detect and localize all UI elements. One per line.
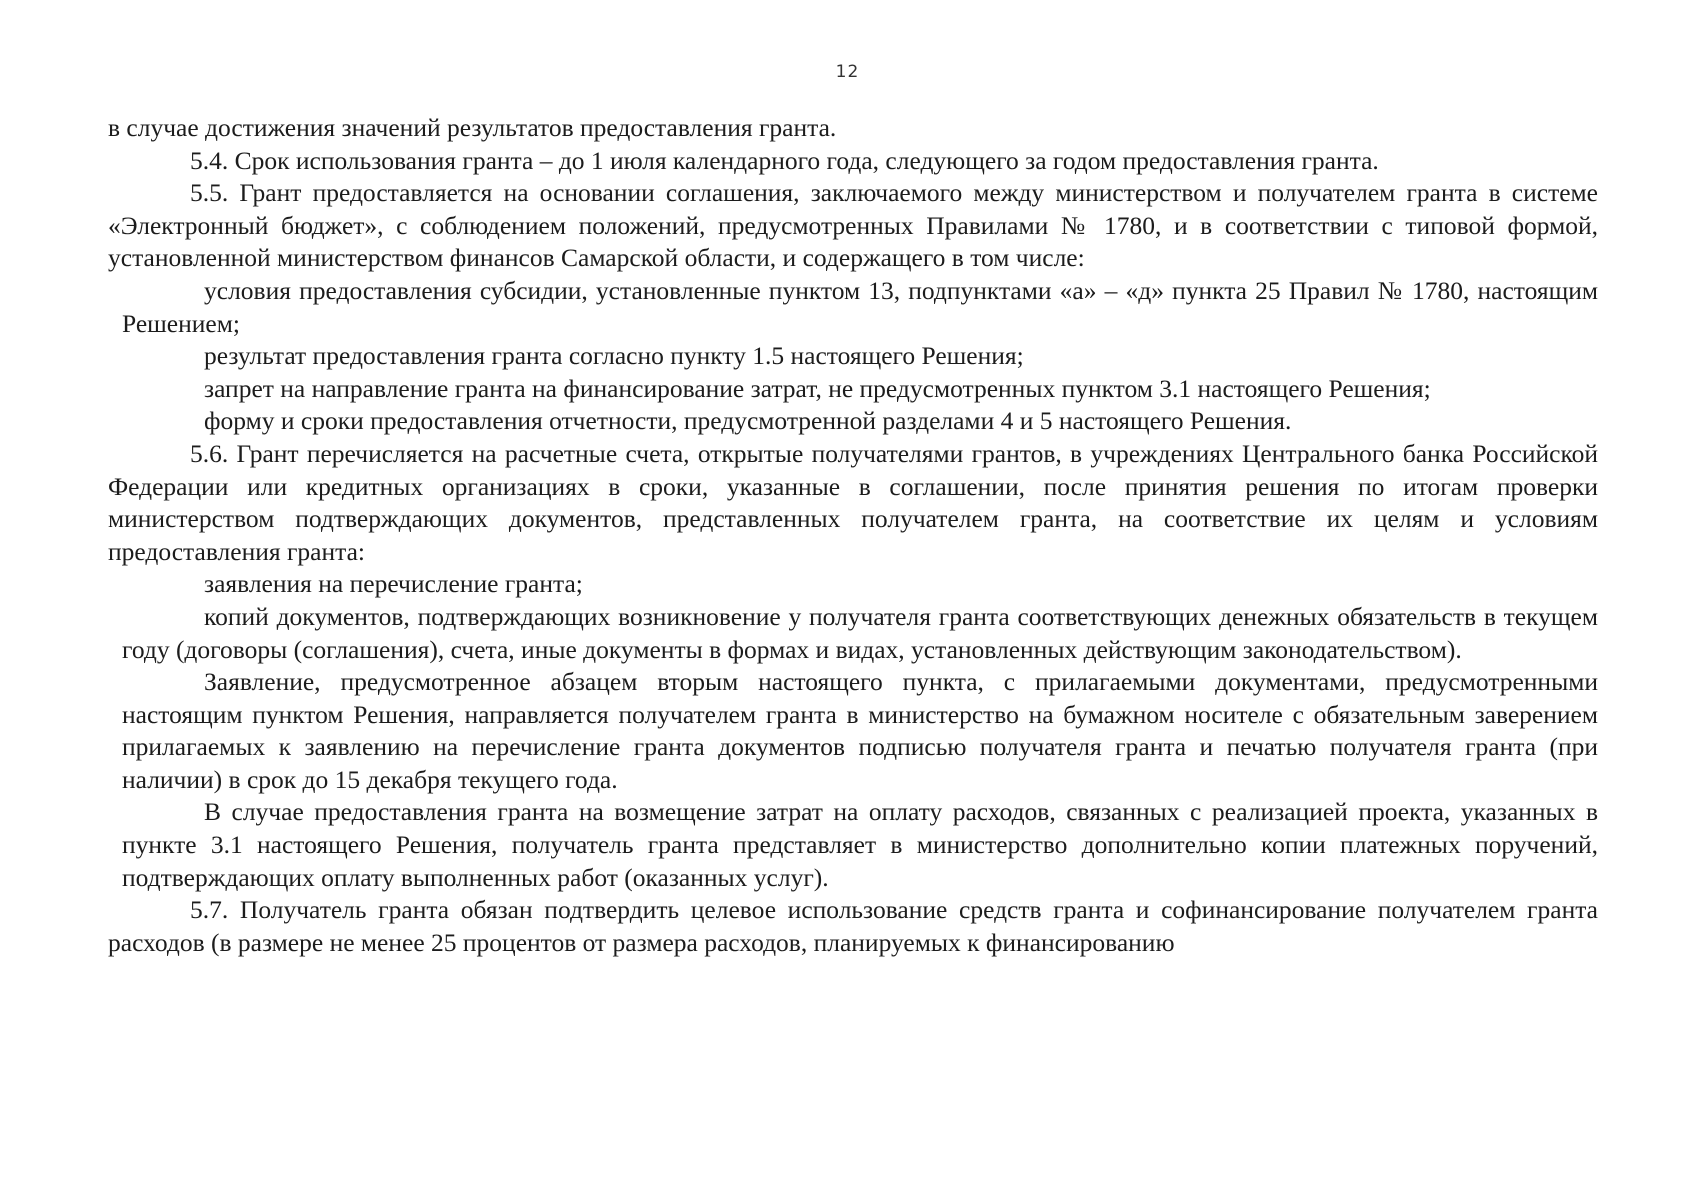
paragraph-continuation: в случае достижения значений результатов предоставления гранта.: [108, 113, 837, 142]
list-item-application: заявления на перечисление гранта;: [204, 569, 583, 599]
list-item-document-copies: копий документов, подтверждающих возникновение у получателя гранта соответствующих денежных обязательств в текущем году (договоры (соглашения), счета, иные документы в формах и видах, установленных действующим законодательством).: [122, 601, 1598, 664]
paragraph-5-4: 5.4. Срок использования гранта – до 1 июля календарного года, следующего за годом предоставления гранта.: [190, 145, 1379, 175]
document-body: [108, 112, 1598, 959]
paragraph-5-7: 5.7. Получатель гранта обязан подтвердить целевое использование средств гранта и софинансирование получателем гранта расходов (в размере не менее 25 процентов от размера расходов, планируемых к финансированию: [108, 895, 1598, 957]
paragraph-5-6: 5.6. Грант перечисляется на расчетные счета, открытые получателями грантов, в учреждениях Центрального банка Российской Федерации или кредитных организациях в сроки, указанные в соглашении, после принятия решения по итогам проверки министерством подтверждающих документов, представленных получателем гранта, на соответствие их целям и условиям предоставления гранта:: [108, 438, 1598, 566]
paragraph-application-submission: Заявление, предусмотренное абзацем вторым настоящего пункта, с прилагаемыми документами, предусмотренными настоящим пунктом Решения, направляется получателем гранта в министерство на бумажном носителе с обязательным заверением прилагаемых к заявлению на перечисление гранта документов подписью получателя гранта и печатью получателя гранта (при наличии) в срок до 15 декабря текущего года.: [122, 667, 1598, 794]
list-item-result: результат предоставления гранта согласно пункту 1.5 настоящего Решения;: [204, 341, 1024, 371]
list-item-prohibition: запрет на направление гранта на финансирование затрат, не предусмотренных пунктом 3.1 настоящего Решения;: [204, 373, 1431, 403]
list-item-conditions: условия предоставления субсидии, установленные пунктом 13, подпунктами «а» – «д» пункта 25 Правил № 1780, настоящим Решением;: [122, 275, 1598, 338]
page-number: 12: [835, 62, 860, 82]
paragraph-5-5: 5.5. Грант предоставляется на основании соглашения, заключаемого между министерством и получателем гранта в системе «Электронный бюджет», с соблюдением положений, предусмотренных Правилами № 1780, и в соответствии с типовой формой, установленной министерством финансов Самарской области, и содержащего в том числе:: [108, 178, 1598, 273]
list-item-reporting: форму и сроки предоставления отчетности, предусмотренной разделами 4 и 5 настоящего Решения.: [204, 406, 1292, 436]
paragraph-cost-reimbursement: В случае предоставления гранта на возмещение затрат на оплату расходов, связанных с реализацией проекта, указанных в пункте 3.1 настоящего Решения, получатель гранта представляет в министерство дополнительно копии платежных поручений, подтверждающих оплату выполненных работ (оказанных услуг).: [122, 797, 1598, 892]
